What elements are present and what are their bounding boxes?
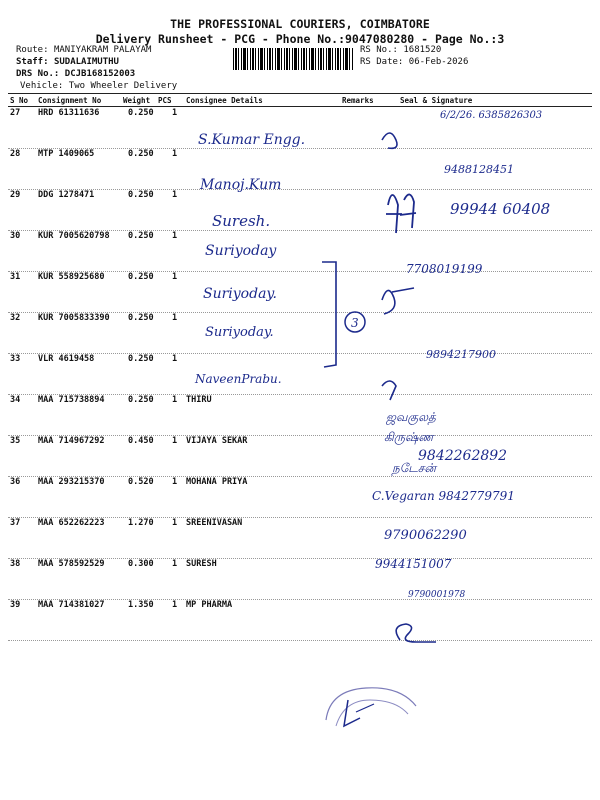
handwritten-signature: 9790001978 xyxy=(408,590,466,600)
rs-date-value: 06-Feb-2026 xyxy=(408,57,469,67)
row-consignment-no: MAA 715738894 xyxy=(38,395,105,405)
handwritten-consignee-name: Manoj.Kum xyxy=(200,177,282,193)
row-sno: 37 xyxy=(10,518,21,528)
company-title: THE PROFESSIONAL COURIERS, COIMBATORE xyxy=(170,17,430,31)
circled-count-text: 3 xyxy=(351,316,359,330)
row-consignee: MP PHARMA xyxy=(186,600,233,610)
row-weight: 0.300 xyxy=(128,559,154,569)
row-pcs: 1 xyxy=(172,354,178,364)
handwritten-signature: 9944151007 xyxy=(375,557,452,571)
table-row xyxy=(0,559,600,600)
row-sno: 32 xyxy=(10,313,21,323)
handwritten-consignee-name: Suriyoday xyxy=(205,243,277,259)
row-pcs: 1 xyxy=(172,272,178,282)
handwritten-signature: 9488128451 xyxy=(444,163,514,176)
row-pcs: 1 xyxy=(172,395,178,405)
row-consignment-no: KUR 558925680 xyxy=(38,272,105,282)
handwritten-signature: 7708019199 xyxy=(406,262,483,276)
col-sno: S No xyxy=(10,96,29,105)
table-row xyxy=(0,354,600,395)
route-value: MANIYAKRAM PALAYAM xyxy=(53,45,152,55)
row-consignee: MOHANA PRIYA xyxy=(186,477,248,487)
handwritten-signature: 9894217900 xyxy=(426,348,496,361)
row-sno: 29 xyxy=(10,190,21,200)
col-seal: Seal & Signature xyxy=(400,96,473,105)
row-sno: 34 xyxy=(10,395,21,405)
row-consignment-no: MAA 714967292 xyxy=(38,436,105,446)
staff-label: Staff: xyxy=(16,57,49,67)
row-pcs: 1 xyxy=(172,190,178,200)
row-pcs: 1 xyxy=(172,436,178,446)
col-remarks: Remarks xyxy=(342,96,374,105)
row-weight: 0.520 xyxy=(128,477,154,487)
vehicle-label: Vehicle: xyxy=(20,81,64,91)
col-consignment: Consignment No xyxy=(38,96,102,105)
handwritten-signature: 6/2/26. 6385826303 xyxy=(440,110,543,121)
handwritten-consignee-name: Suresh. xyxy=(212,212,271,230)
row-pcs: 1 xyxy=(172,477,178,487)
row-weight: 0.250 xyxy=(128,395,154,405)
handwritten-signature: 99944 60408 xyxy=(450,200,551,218)
row-weight: 1.350 xyxy=(128,600,154,610)
row-sno: 39 xyxy=(10,600,21,610)
handwritten-signature: 9842262892 xyxy=(418,448,508,464)
row-pcs: 1 xyxy=(172,559,178,569)
handwritten-consignee-name: Suriyoday. xyxy=(203,286,277,302)
row-sno: 28 xyxy=(10,149,21,159)
rs-no-label: RS No.: xyxy=(360,45,398,55)
col-consignee: Consignee Details xyxy=(186,96,263,105)
table-row xyxy=(0,231,600,272)
staff-line xyxy=(16,57,119,67)
row-consignment-no: MAA 714381027 xyxy=(38,600,105,610)
row-consignment-no: HRD 61311636 xyxy=(38,108,100,118)
row-consignment-no: MAA 293215370 xyxy=(38,477,105,487)
row-divider xyxy=(8,640,592,641)
row-consignment-no: KUR 7005620798 xyxy=(38,231,110,241)
row-consignee: THIRU xyxy=(186,395,212,405)
runsheet-subtitle: Delivery Runsheet - PCG - Phone No.:9047080280 - Page No.:3 xyxy=(95,32,505,46)
row-weight: 0.450 xyxy=(128,436,154,446)
tamil-sign-34b: கிருஷ்ண xyxy=(384,430,434,444)
row-sno: 36 xyxy=(10,477,21,487)
header-top-rule xyxy=(8,93,592,94)
row-sno: 35 xyxy=(10,436,21,446)
handwritten-consignee-name: Suriyoday. xyxy=(205,325,274,340)
handwritten-signature: C.Vegaran 9842779791 xyxy=(372,489,515,503)
row-consignment-no: VLR 4619458 xyxy=(38,354,95,364)
table-row xyxy=(0,395,600,436)
vehicle-line xyxy=(20,81,177,91)
row-sno: 33 xyxy=(10,354,21,364)
row-sno: 30 xyxy=(10,231,21,241)
row-sno: 38 xyxy=(10,559,21,569)
row-pcs: 1 xyxy=(172,149,178,159)
row-consignee: SREENIVASAN xyxy=(186,518,243,528)
table-row xyxy=(0,436,600,477)
route-label: Route: xyxy=(16,45,49,55)
row-weight: 0.250 xyxy=(128,272,154,282)
rs-no-value: 1681520 xyxy=(403,45,442,55)
table-row xyxy=(0,600,600,641)
barcode xyxy=(233,48,353,70)
col-weight: Weight xyxy=(123,96,151,105)
rs-no-line xyxy=(360,45,441,55)
vehicle-value: Two Wheeler Delivery xyxy=(68,81,178,91)
row-pcs: 1 xyxy=(172,313,178,323)
row-weight: 0.250 xyxy=(128,190,154,200)
row-consignment-no: DDG 1278471 xyxy=(38,190,95,200)
tamil-sign-35: நடேசன் xyxy=(392,461,437,475)
row-weight: 0.250 xyxy=(128,313,154,323)
row-consignment-no: MAA 578592529 xyxy=(38,559,105,569)
col-pcs: PCS xyxy=(158,96,172,105)
row-pcs: 1 xyxy=(172,231,178,241)
row-consignee: VIJAYA SEKAR xyxy=(186,436,248,446)
table-row xyxy=(0,518,600,559)
table-row xyxy=(0,272,600,313)
drs-label: DRS No.: xyxy=(16,69,60,79)
route-line xyxy=(16,45,151,55)
row-weight: 1.270 xyxy=(128,518,154,528)
drs-line xyxy=(16,69,135,79)
rs-date-line xyxy=(360,57,468,67)
row-weight: 0.250 xyxy=(128,108,154,118)
row-pcs: 1 xyxy=(172,108,178,118)
drs-value: DCJB168152003 xyxy=(64,69,136,79)
row-sno: 31 xyxy=(10,272,21,282)
row-consignment-no: KUR 7005833390 xyxy=(38,313,110,323)
table-row xyxy=(0,313,600,354)
row-consignment-no: MTP 1409065 xyxy=(38,149,95,159)
handwritten-consignee-name: NaveenPrabu. xyxy=(195,372,282,386)
handwritten-consignee-name: S.Kumar Engg. xyxy=(198,132,306,148)
handwritten-signature: 9790062290 xyxy=(384,528,467,543)
header-bottom-rule xyxy=(8,106,592,107)
staff-value: SUDALAIMUTHU xyxy=(53,57,119,67)
row-consignee: SURESH xyxy=(186,559,217,569)
tamil-sign-34a: ஜவகுலத் xyxy=(386,410,436,424)
row-weight: 0.250 xyxy=(128,354,154,364)
row-weight: 0.250 xyxy=(128,149,154,159)
row-pcs: 1 xyxy=(172,518,178,528)
row-pcs: 1 xyxy=(172,600,178,610)
row-consignment-no: MAA 652262223 xyxy=(38,518,105,528)
row-sno: 27 xyxy=(10,108,21,118)
office-stamp xyxy=(326,688,416,726)
row-weight: 0.250 xyxy=(128,231,154,241)
rs-date-label: RS Date: xyxy=(360,57,404,67)
